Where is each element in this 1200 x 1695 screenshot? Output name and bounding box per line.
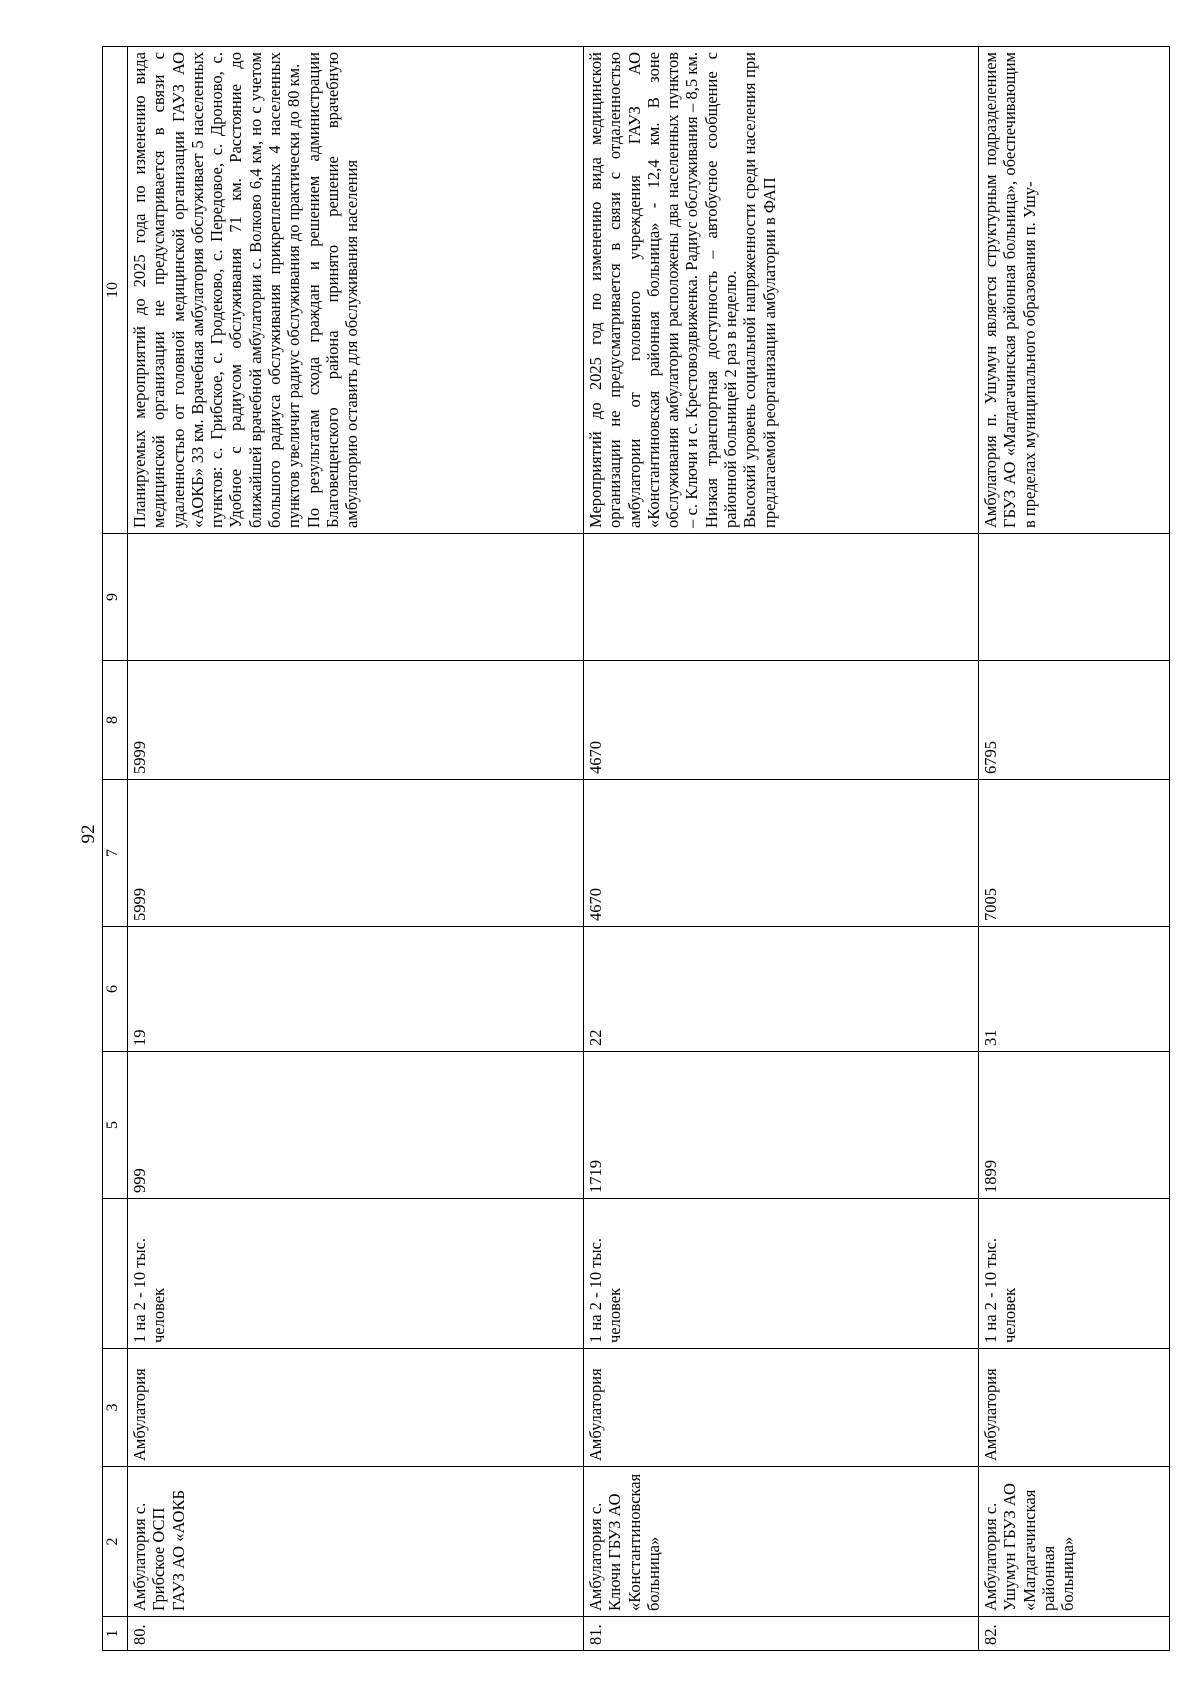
note-paragraph: Амбулатория п. Ушумун является структурным подразделением ГБУЗ АО «Магдагачинская районная больница», обеспечивающим в пределах муниципального образования п. Ушу- [981, 52, 1039, 528]
header-cell: 8 [103, 661, 128, 780]
row-number: 80. [128, 1617, 584, 1651]
note-cell [128, 47, 584, 534]
note-paragraph: Мероприятий до 2025 год по изменению вида медицинской организации не предусматривается в связи с отдаленностью амбулатории от головного учреждения ГАУЗ АО «Константиновская районная больница» - 12,4 км. В зоне обслуживания амбулатории расположены два населенных пунктов – с. Ключи и с. Крестовоздвиженка. Радиус обслуживания – 8,5 км. Низкая транспортная доступность – автобусное сообщение с районной больницей 2 раз в неделю. [586, 52, 741, 528]
cell-col6: 22 [584, 927, 979, 1052]
row-number: 81. [584, 1617, 979, 1651]
note-cell [584, 47, 979, 534]
norm-value: 1 на 2 - 10 тыс. человек [979, 1199, 1170, 1349]
cell-col8: 4670 [584, 661, 979, 780]
header-cell: 9 [103, 534, 128, 661]
table-row [979, 47, 1170, 1651]
cell-col9 [128, 534, 584, 661]
cell-col5: 999 [128, 1052, 584, 1199]
header-cell: 3 [103, 1349, 128, 1467]
norm-value: 1 на 2 - 10 тыс. человек [584, 1199, 979, 1349]
cell-col9 [979, 534, 1170, 661]
cell-col9 [584, 534, 979, 661]
cell-col8: 6795 [979, 661, 1170, 780]
header-cell: 10 [103, 47, 128, 534]
table-row [128, 47, 584, 1651]
norm-value: 1 на 2 - 10 тыс. человек [128, 1199, 584, 1349]
note-paragraph: Высокий уровень социальной напряженности среди населения при предлагаемой реорганизации амбулатории в ФАП [740, 52, 779, 528]
cell-col7: 4670 [584, 780, 979, 927]
note-cell [979, 47, 1170, 534]
cell-col5: 1719 [584, 1052, 979, 1199]
table-header [103, 47, 128, 1651]
cell-col8: 5999 [128, 661, 584, 780]
note-paragraph: По результатам схода граждан и решением администрации Благовещенского района принято решение врачебную амбулаторию оставить для обслуживания населения [303, 52, 362, 528]
header-cell: 7 [103, 780, 128, 927]
header-cell [103, 1199, 128, 1349]
cell-col7: 5999 [128, 780, 584, 927]
header-cell: 6 [103, 927, 128, 1052]
header-cell: 2 [103, 1467, 128, 1617]
facility-type: Амбулатория [128, 1349, 584, 1467]
facility-type: Амбулатория [979, 1349, 1170, 1467]
facility-name: Амбулатория с. Ключи ГБУЗ АО «Константиновская больница» [584, 1467, 979, 1617]
data-table [102, 46, 1170, 1651]
header-cell: 1 [103, 1617, 128, 1651]
cell-col6: 31 [979, 927, 1170, 1052]
cell-col6: 19 [128, 927, 584, 1052]
header-cell: 5 [103, 1052, 128, 1199]
facility-type: Амбулатория [584, 1349, 979, 1467]
cell-col7: 7005 [979, 780, 1170, 927]
table-row [584, 47, 979, 1651]
row-number: 82. [979, 1617, 1170, 1651]
cell-col5: 1899 [979, 1052, 1170, 1199]
page-number: 92 [78, 824, 99, 844]
facility-name: Амбулатория с. Ушумун ГБУЗ АО «Магдагачинская районная больница» [979, 1467, 1170, 1617]
note-paragraph: Планируемых мероприятий до 2025 года по изменению вида медицинской организации не предусматривается в связи с удаленностью от головной медицинской организации ГАУЗ АО «АОКБ» 33 км. Врачебная амбулатория обслуживает 5 населенных пунктов: с. Грибское, с. Гродеково, с. Передовое, с. Дроново, с. Удобное с радиусом обслуживания 71 км. Расстояние до ближайшей врачебной амбулатории с. Волково 6,4 км, но с учетом большого радиуса обслуживания прикрепленных 4 населенных пунктов увеличит радиус обслуживания до практически до 80 км. [130, 52, 304, 528]
facility-name: Амбулатория с. Грибское ОСП ГАУЗ АО «АОКБ [128, 1467, 584, 1617]
